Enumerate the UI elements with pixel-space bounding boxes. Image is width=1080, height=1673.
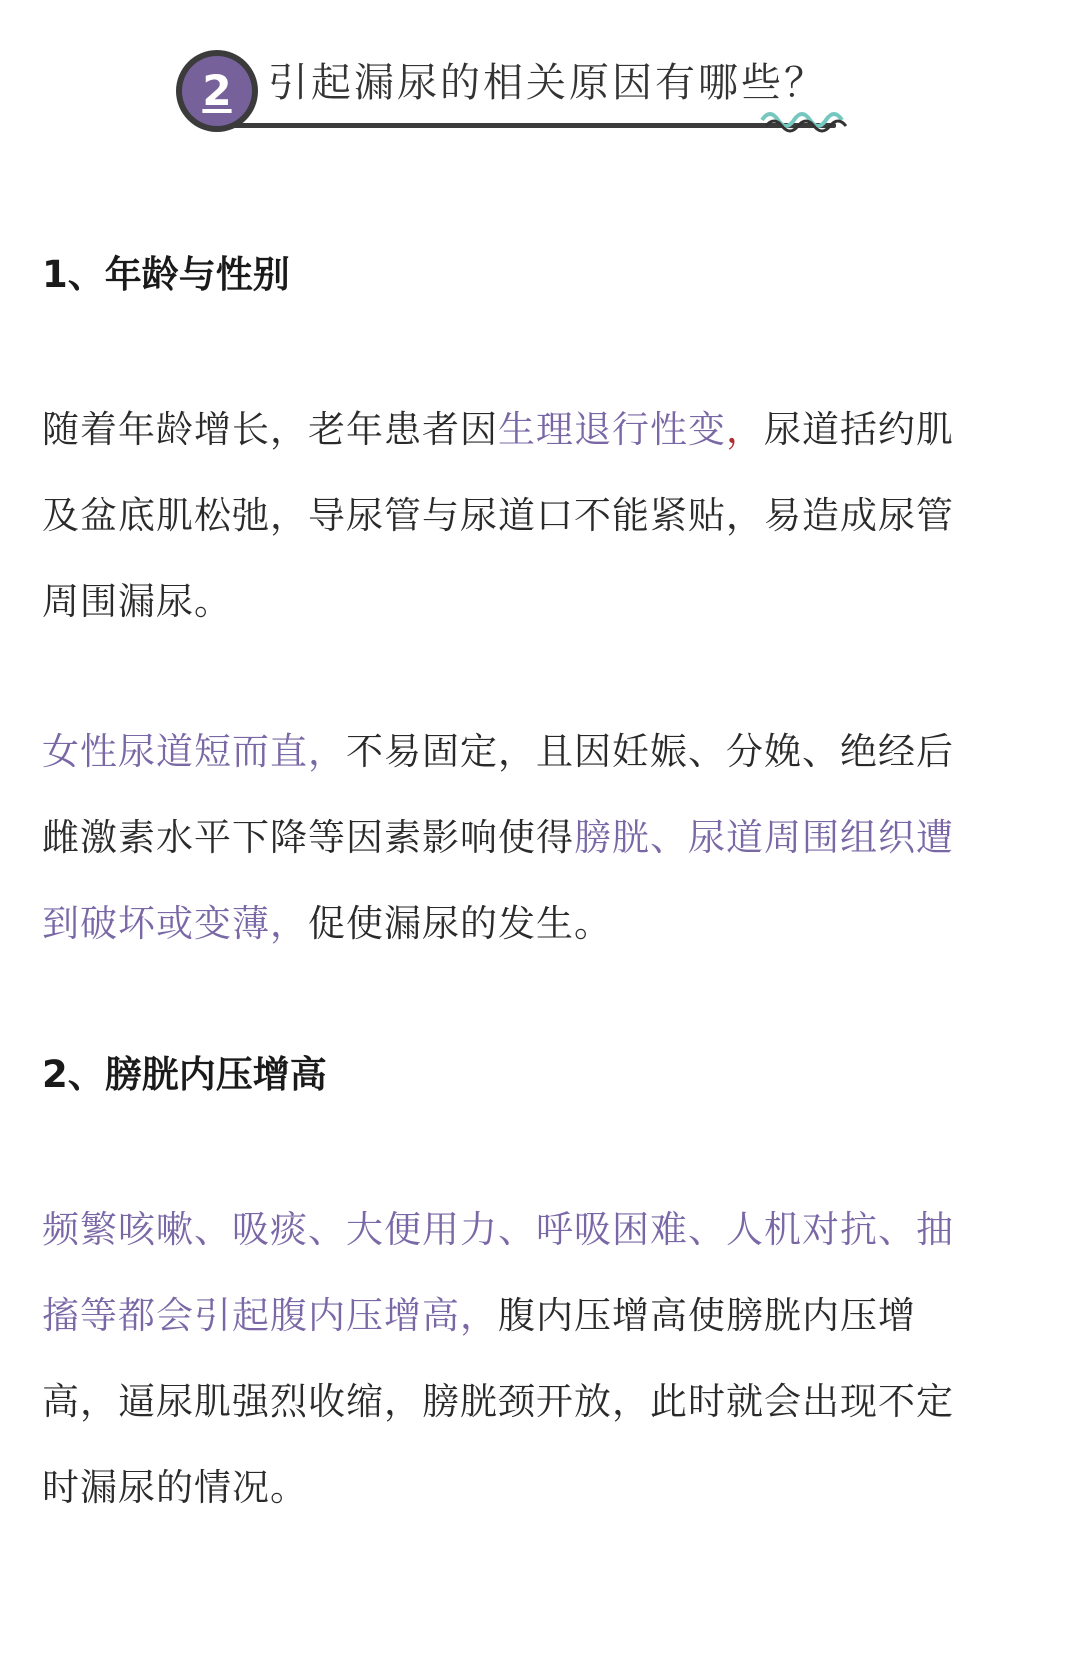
text-line: 周围漏尿。 [42, 580, 232, 623]
text-line: 时漏尿的情况。 [42, 1466, 308, 1509]
text-span: 腹内压增高使膀胱内压增 [498, 1294, 916, 1337]
paragraph-bladder [42, 1205, 1042, 1549]
section-title [176, 40, 856, 140]
text-line [42, 899, 1042, 985]
text-span: 随着年龄增长，老年患者因 [42, 408, 498, 451]
highlight-text: 频繁咳嗽、吸痰、大便用力、呼吸困难、人机对抗、抽 [42, 1208, 954, 1251]
highlight-text: 到破坏或变薄， [42, 902, 308, 945]
badge-number: 2 [182, 56, 252, 126]
highlight-text: 女性尿道短而直， [42, 730, 346, 773]
paragraph-age [42, 405, 1042, 663]
wave-decoration-icon [760, 100, 860, 134]
highlight-text: 搐等都会引起腹内压增高， [42, 1294, 498, 1337]
text-span: 促使漏尿的发生。 [308, 902, 612, 945]
highlight-text: 生理退行性变 [498, 408, 726, 451]
section-heading-age-gender: 1、年龄与性别 [42, 253, 290, 296]
text-span: 不易固定，且因妊娠、分娩、绝经后 [346, 730, 954, 773]
text-line: 及盆底肌松弛，导尿管与尿道口不能紧贴，易造成尿管 [42, 494, 954, 537]
page-title: 引起漏尿的相关原因有哪些？ [268, 60, 827, 106]
text-span: 尿道括约肌 [764, 408, 954, 451]
text-line [42, 813, 1042, 899]
section-heading-bladder-pressure: 2、膀胱内压增高 [42, 1053, 327, 1096]
text-line [42, 405, 1042, 491]
number-badge [176, 50, 258, 132]
paragraph-female [42, 727, 1042, 985]
text-line: 高，逼尿肌强烈收缩，膀胱颈开放，此时就会出现不定 [42, 1380, 954, 1423]
text-span: ， [726, 408, 764, 451]
title-underline [226, 123, 836, 128]
text-line [42, 1291, 1042, 1377]
text-line [42, 727, 1042, 813]
highlight-text: 膀胱、尿道周围组织遭 [574, 816, 954, 859]
text-line [42, 1205, 1042, 1291]
text-span: 雌激素水平下降等因素影响使得 [42, 816, 574, 859]
